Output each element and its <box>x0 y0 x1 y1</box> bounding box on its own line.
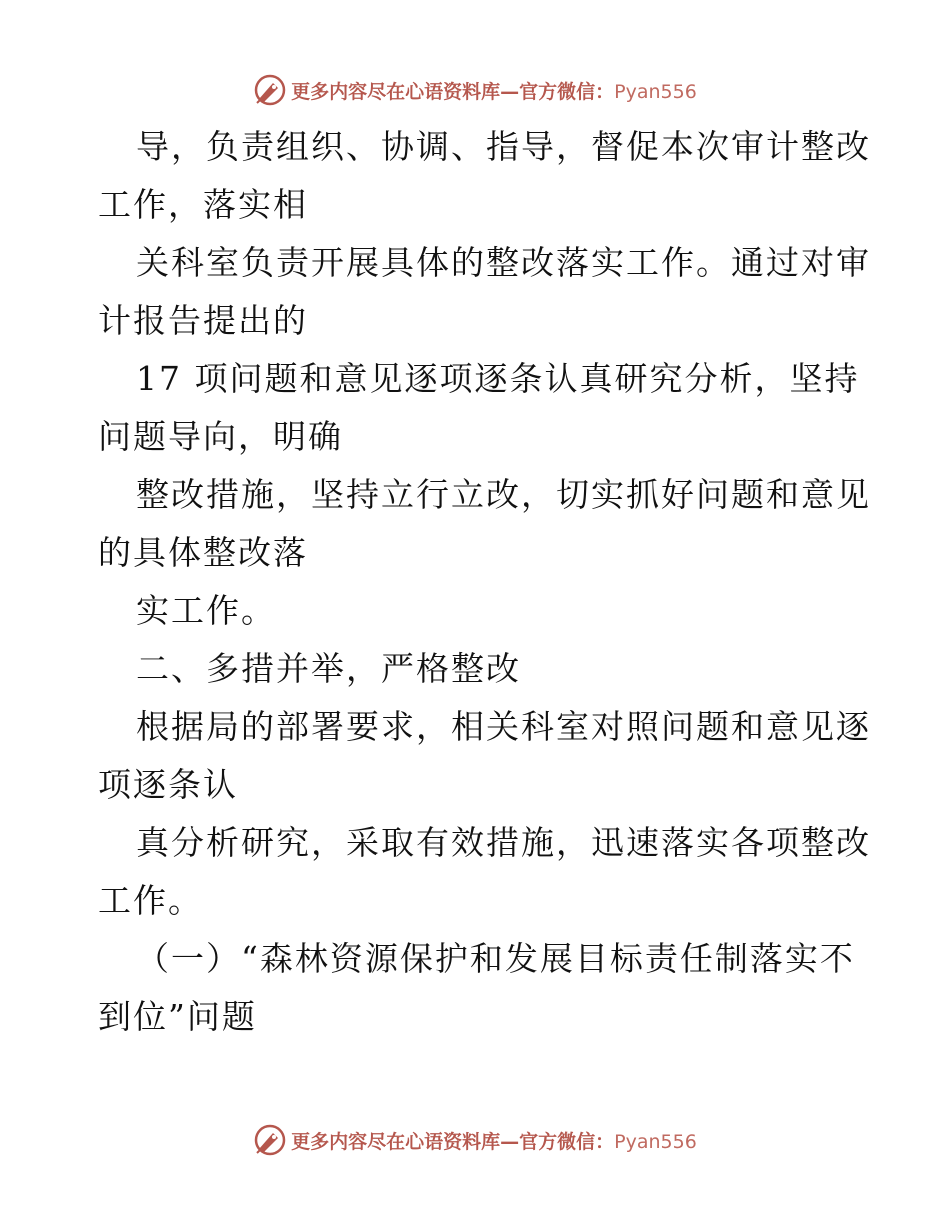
text-line: 问题导向，明确 <box>98 417 343 456</box>
text-line: 关科室负责开展具体的整改落实工作。通过对审 <box>136 243 871 282</box>
text-line: 工作，落实相 <box>98 185 308 224</box>
text-line: 真分析研究，采取有效措施，迅速落实各项整改 <box>136 823 871 862</box>
text-line: 导，负责组织、协调、指导，督促本次审计整改 <box>136 127 871 166</box>
text-line: 17 项问题和意见逐项逐条认真研究分析，坚持 <box>136 359 860 398</box>
text-line: 实工作。 <box>136 591 276 630</box>
watermark-text: 更多内容尽在心语资料库—官方微信：Pyan556 <box>291 1130 697 1153</box>
text-line: 整改措施，坚持立行立改，切实抓好问题和意见 <box>136 475 871 514</box>
text-line: 到位”问题 <box>98 997 257 1036</box>
text-line: （一）“森林资源保护和发展目标责任制落实不 <box>136 939 855 978</box>
footer-watermark <box>0 1120 950 1160</box>
text-line: 工作。 <box>98 881 203 920</box>
pen-nib-logo-icon <box>253 1123 287 1157</box>
watermark-text: 更多内容尽在心语资料库—官方微信：Pyan556 <box>291 80 697 103</box>
text-line: 项逐条认 <box>98 765 238 804</box>
text-line: 的具体整改落 <box>98 533 308 572</box>
pen-nib-logo-icon <box>253 73 287 107</box>
watermark-wechat-id: Pyan556 <box>614 80 697 103</box>
text-line: 计报告提出的 <box>98 301 308 340</box>
text-line: 根据局的部署要求，相关科室对照问题和意见逐 <box>136 707 871 746</box>
watermark-wechat-id: Pyan556 <box>614 1130 697 1153</box>
text-line: 二、多措并举，严格整改 <box>136 649 521 688</box>
document-body <box>98 118 871 1046</box>
header-watermark <box>0 70 950 110</box>
